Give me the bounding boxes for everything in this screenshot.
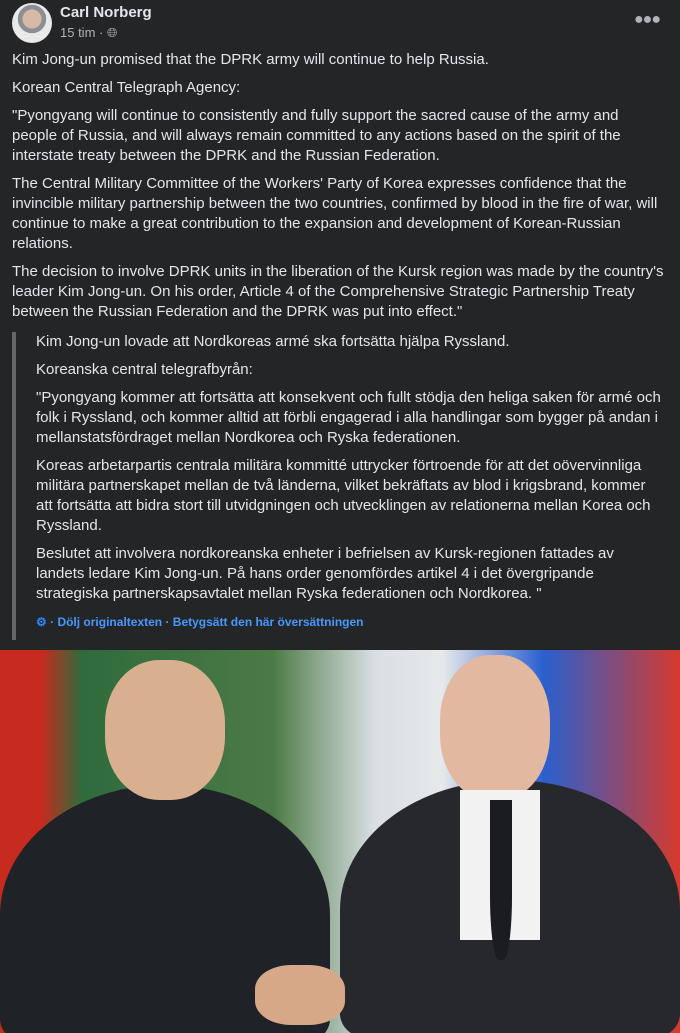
hide-original-link[interactable]: Dölj originaltexten [57,615,163,629]
post-paragraph: Kim Jong-un promised that the DPRK army will continue to help Russia. [12,51,489,68]
original-text-quote [12,332,666,640]
photo-face-right [440,655,550,800]
post-paragraph: "Pyongyang will continue to consistently and fully support the sacred cause of the army and people of Russia, and will always remain committed to any actions based on the spirit of the interstate treaty between the DPRK and the Russian Federation. [12,107,621,164]
author-name[interactable]: Carl Norberg [60,4,152,21]
original-paragraph: Beslutet att involvera nordkoreanska enheter i befrielsen av Kursk-regionen fattades av landets ledare Kim Jong-un. På hans order genomfördes artikel 4 i det övergripande strategiska partnerskapsavtalet mellan Ryska federationen och Nordkorea. " [36,545,614,602]
more-options-icon[interactable]: ●●● [634,11,660,28]
rate-translation-link[interactable]: Betygsätt den här översättningen [172,615,364,629]
translation-links: ⚙ · Dölj originaltexten · Betygsätt den här översättningen [36,615,364,629]
avatar[interactable] [12,3,52,43]
post-meta: 15 tim · 🌐︎ [60,25,118,40]
photo-handshake [255,965,345,1025]
globe-icon: 🌐︎ [106,25,118,40]
original-paragraph: Koreas arbetarpartis centrala militära kommitté uttrycker förtroende för att det oövervinnliga militära partnerskapet mellan de två länderna, vilket bekräftats av blod i krigsbrand, kommer att fortsätta att bidra stort till utvidgningen och utvecklingen av relationerna mellan Korea och Ryssland. [36,457,651,534]
original-paragraph: Koreanska central telegrafbyrån: [36,361,253,378]
post-paragraph: The decision to involve DPRK units in the liberation of the Kursk region was made by the country's leader Kim Jong-un. On his order, Article 4 of the Comprehensive Strategic Partnership Treaty between the Russian Federation and the DPRK was put into effect." [12,263,664,320]
post-paragraph: The Central Military Committee of the Workers' Party of Korea expresses confidence that the invincible military partnership between the two countries, confirmed by blood in the fire of war, will continue to make a great contribution to the expansion and development of Korean-Russian relations. [12,175,658,252]
photo-tie [490,800,512,960]
post-body [12,50,666,640]
original-paragraph: Kim Jong-un lovade att Nordkoreas armé ska fortsätta hjälpa Ryssland. [36,333,510,350]
photo-face-left [105,660,225,800]
timestamp[interactable]: 15 tim [60,25,96,40]
post-paragraph: Korean Central Telegraph Agency: [12,79,241,96]
original-paragraph: "Pyongyang kommer att fortsätta att konsekvent och fullt stödja den heliga saken för armé och folk i Ryssland, och kommer alltid att förbli engagerad i alla handlingar som bygger på andan i mellanstatsfördraget mellan Nordkorea och Ryska federationen. [36,389,661,446]
gear-icon[interactable]: ⚙ [36,615,47,629]
post-header [12,3,668,43]
post-photo[interactable] [0,650,680,1033]
